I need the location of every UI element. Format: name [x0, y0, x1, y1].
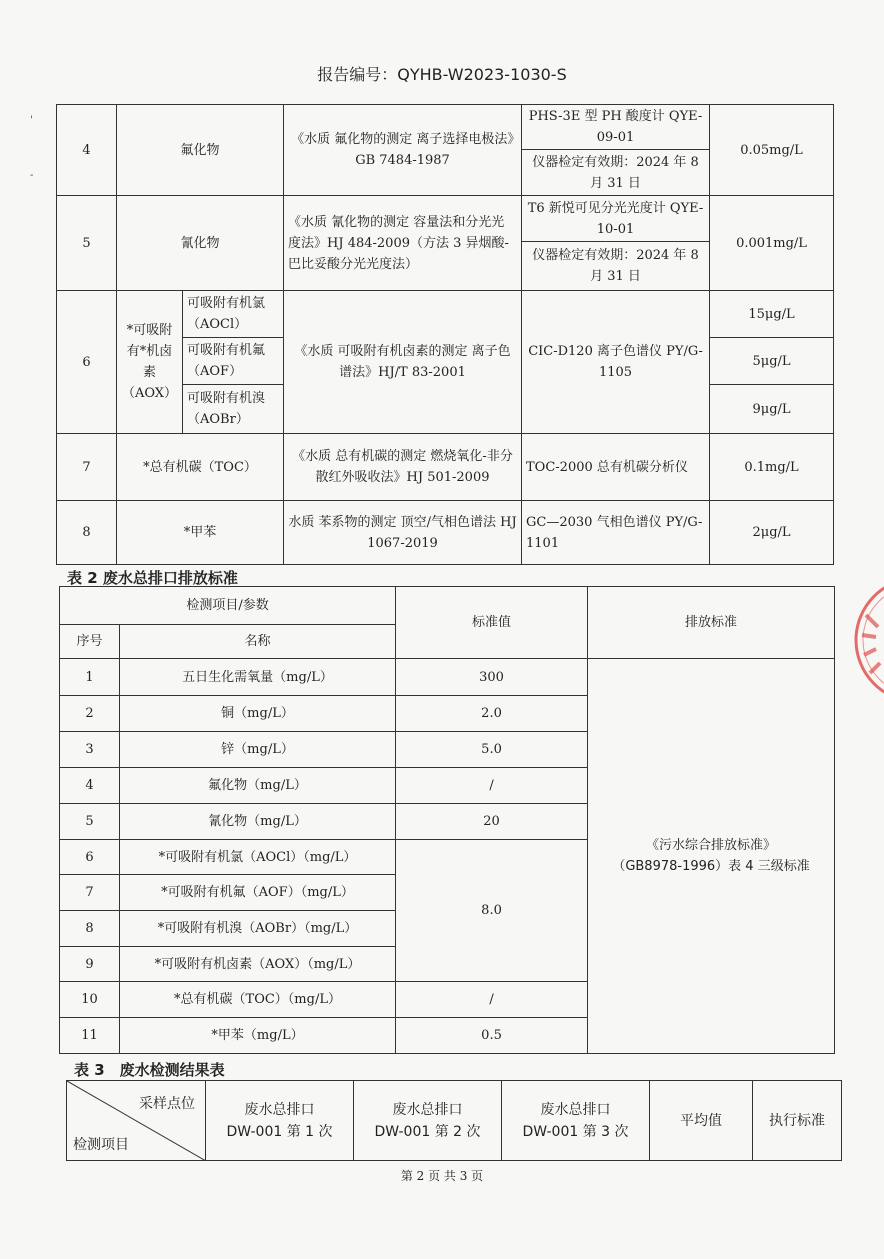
instrument: CIC-D120 离子色谱仪 PY/G-1105	[522, 291, 710, 434]
item-name: *可吸附有*机卤素（AOX）	[117, 291, 183, 434]
table-row-name: 锌（mg/L）	[120, 732, 396, 768]
row-no: 6	[57, 291, 117, 434]
merged-value: 8.0	[396, 840, 588, 982]
margin-mark: '	[30, 115, 33, 126]
table-row-no: 5	[60, 804, 120, 840]
table-row-no: 4	[60, 768, 120, 804]
table2-caption: 表 2 废水总排口排放标准	[67, 569, 238, 587]
table-row-name: *总有机碳（TOC）（mg/L）	[120, 982, 396, 1018]
detection-limit: 5μg/L	[710, 338, 834, 385]
sample-col-line1: 废水总排口	[540, 1101, 611, 1118]
corner-top-label: 采样点位	[139, 1096, 195, 1112]
table-row-no: 10	[60, 982, 120, 1018]
table3-caption: 表 3 废水检测结果表	[74, 1061, 225, 1079]
table-row-value: 2.0	[396, 696, 588, 732]
table-row-no: 11	[60, 1018, 120, 1054]
header-value: 标准值	[396, 587, 588, 659]
table-row-value: 20	[396, 804, 588, 840]
sample-col-line2: DW-001 第 3 次	[522, 1123, 629, 1140]
table-row-no: 9	[60, 947, 120, 982]
sample-col-line2: DW-001 第 2 次	[374, 1123, 481, 1140]
table-row-name: *可吸附有机卤素（AOX）（mg/L）	[120, 947, 396, 982]
table-row-no: 2	[60, 696, 120, 732]
sub-item: 可吸附有机氟（AOF）	[183, 338, 284, 385]
corner-bottom-label: 检测项目	[73, 1137, 129, 1153]
validity: 仪器检定有效期：2024 年 8 月 31 日	[522, 242, 710, 291]
instrument: T6 新悦可见分光光度计 QYE-10-01	[522, 196, 710, 242]
table-row-name: 氰化物（mg/L）	[120, 804, 396, 840]
detection-limit: 0.1mg/L	[710, 434, 834, 501]
report-number: 报告编号：QYHB-W2023-1030-S	[317, 65, 567, 84]
detection-limit: 2μg/L	[710, 501, 834, 565]
method-standard: 《水质 氰化物的测定 容量法和分光光度法》HJ 484-2009（方法 3 异烟酸-巴比妥酸分光光度法）	[284, 196, 522, 291]
table-row-value: /	[396, 982, 588, 1018]
item-name: *甲苯	[117, 501, 284, 565]
red-seal-stamp	[848, 575, 884, 705]
row-no: 8	[57, 501, 117, 565]
item-name: 氰化物	[117, 196, 284, 291]
table-row-value: 5.0	[396, 732, 588, 768]
standard-header: 执行标准	[753, 1081, 842, 1161]
row-no: 7	[57, 434, 117, 501]
table-row-value: /	[396, 768, 588, 804]
detection-limit: 15μg/L	[710, 291, 834, 338]
detection-limit: 9μg/L	[710, 385, 834, 434]
table-row-name: *甲苯（mg/L）	[120, 1018, 396, 1054]
sample-col	[206, 1081, 354, 1161]
standards-table	[59, 586, 835, 1054]
sample-col-line1: 废水总排口	[392, 1101, 463, 1118]
header-group: 检测项目/参数	[60, 587, 396, 625]
header-standard: 排放标准	[588, 587, 835, 659]
sample-col-line1: 废水总排口	[244, 1101, 315, 1118]
table-row-no: 1	[60, 659, 120, 696]
instrument: GC—2030 气相色谱仪 PY/G-1101	[522, 501, 710, 565]
method-standard: 《水质 总有机碳的测定 燃烧氧化-非分散红外吸收法》HJ 501-2009	[284, 434, 522, 501]
item-name: 氟化物	[117, 105, 284, 196]
header-no: 序号	[60, 625, 120, 659]
detection-limit: 0.001mg/L	[710, 196, 834, 291]
instrument: PHS-3E 型 PH 酸度计 QYE-09-01	[522, 105, 710, 150]
table-row-name: *可吸附有机氟（AOF）（mg/L）	[120, 875, 396, 911]
sample-col	[354, 1081, 502, 1161]
methods-table	[56, 104, 834, 565]
table-row-name: *可吸附有机溴（AOBr）（mg/L）	[120, 911, 396, 947]
item-name: *总有机碳（TOC）	[117, 434, 284, 501]
validity: 仪器检定有效期：2024 年 8 月 31 日	[522, 150, 710, 196]
results-table	[66, 1080, 842, 1161]
standard-line1: 《污水综合排放标准》	[646, 838, 777, 853]
instrument: TOC-2000 总有机碳分析仪	[522, 434, 710, 501]
table-row-name: *可吸附有机氯（AOCl）（mg/L）	[120, 840, 396, 875]
header-name: 名称	[120, 625, 396, 659]
table-row-value: 0.5	[396, 1018, 588, 1054]
table-row-no: 8	[60, 911, 120, 947]
row-no: 4	[57, 105, 117, 196]
method-standard: 水质 苯系物的测定 顶空/气相色谱法 HJ 1067-2019	[284, 501, 522, 565]
table-row-name: 铜（mg/L）	[120, 696, 396, 732]
standard-line2: （GB8978-1996）表 4 三级标准	[612, 859, 810, 874]
sample-col	[502, 1081, 650, 1161]
sample-col-line2: DW-001 第 1 次	[226, 1123, 333, 1140]
method-standard: 《水质 可吸附有机卤素的测定 离子色谱法》HJ/T 83-2001	[284, 291, 522, 434]
sub-item: 可吸附有机溴（AOBr）	[183, 385, 284, 434]
diagonal-header	[67, 1081, 206, 1161]
emission-standard	[588, 659, 835, 1054]
margin-mark: -	[30, 170, 34, 181]
average-header: 平均值	[650, 1081, 753, 1161]
page-footer: 第 2 页 共 3 页	[400, 1169, 484, 1183]
row-no: 5	[57, 196, 117, 291]
table-row-no: 6	[60, 840, 120, 875]
sub-item: 可吸附有机氯（AOCl）	[183, 291, 284, 338]
table-row-no: 7	[60, 875, 120, 911]
method-standard: 《水质 氟化物的测定 离子选择电极法》GB 7484-1987	[284, 105, 522, 196]
table-row-no: 3	[60, 732, 120, 768]
table-row-name: 五日生化需氧量（mg/L）	[120, 659, 396, 696]
table-row-value: 300	[396, 659, 588, 696]
table-row-name: 氟化物（mg/L）	[120, 768, 396, 804]
detection-limit: 0.05mg/L	[710, 105, 834, 196]
